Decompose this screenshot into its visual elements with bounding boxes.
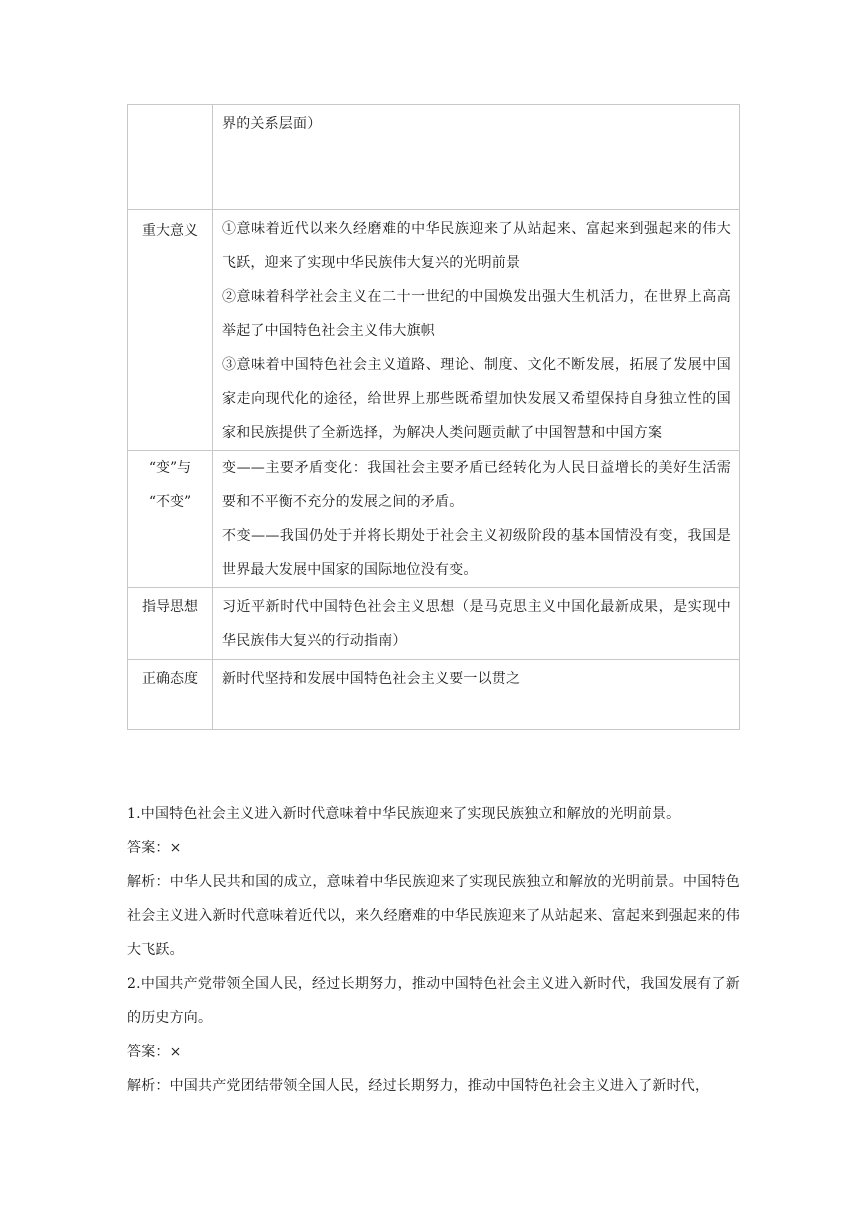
answer-text: 答案：×	[127, 1044, 182, 1060]
row-label	[128, 105, 212, 108]
question-text: 1.中国特色社会主义进入新时代意味着中华民族迎来了实现民族独立和解放的光明前景。	[127, 806, 681, 822]
row-label-cell	[128, 210, 213, 451]
row-label-cell	[128, 451, 213, 588]
row-content-paragraph: ②意味着科学社会主义在二十一世纪的中国焕发出强大生机活力，在世界上高高举起了中国特色社会主义伟大旗帜	[222, 289, 731, 339]
summary-table	[127, 104, 740, 730]
row-content-paragraph: 界的关系层面）	[222, 116, 322, 132]
row-content-cell	[213, 105, 740, 210]
answer-text: 答案：×	[127, 840, 182, 856]
row-label: 正确态度	[142, 671, 198, 687]
question-list	[127, 797, 740, 1103]
row-content-cell	[213, 451, 740, 588]
table-row	[128, 660, 740, 730]
row-label-cell	[128, 105, 213, 210]
row-content-paragraph: ③意味着中国特色社会主义道路、理论、制度、文化不断发展，拓展了发展中国家走向现代化的途径，给世界上那些既希望加快发展又希望保持自身独立性的国家和民族提供了全新选择，为解决人类问题贡献了中国智慧和中国方案	[222, 357, 731, 441]
row-content-paragraph: 新时代坚持和发展中国特色社会主义要一以贯之	[222, 671, 521, 687]
row-content-paragraph: 变——主要矛盾变化：我国社会主要矛盾已经转化为人民日益增长的美好生活需要和不平衡不充分的发展之间的矛盾。	[222, 460, 731, 510]
question-text: 2.中国共产党带领全国人民，经过长期努力，推动中国特色社会主义进入新时代，我国发展有了新的历史方向。	[127, 976, 740, 1026]
table-row	[128, 105, 740, 210]
question-item	[127, 967, 740, 1103]
row-content-paragraph: 不变——我国仍处于并将长期处于社会主义初级阶段的基本国情没有变，我国是世界最大发展中国家的国际地位没有变。	[222, 528, 731, 578]
row-content-cell	[213, 210, 740, 451]
row-content-cell	[213, 588, 740, 660]
row-label-line: “变”与	[148, 460, 192, 476]
question-item	[127, 797, 740, 967]
row-content-paragraph: ①意味着近代以来久经磨难的中华民族迎来了从站起来、富起来到强起来的伟大飞跃，迎来了实现中华民族伟大复兴的光明前景	[222, 221, 731, 271]
row-label-cell	[128, 660, 213, 730]
analysis-text: 解析：中华人民共和国的成立，意味着中华民族迎来了实现民族独立和解放的光明前景。中国特色社会主义进入新时代意味着近代以，来久经磨难的中华民族迎来了从站起来、富起来到强起来的伟大飞跃。	[127, 874, 740, 958]
table-row	[128, 210, 740, 451]
table-row	[128, 451, 740, 588]
row-label-cell	[128, 588, 213, 660]
row-label-line: “不变”	[148, 494, 192, 510]
row-content-cell	[213, 660, 740, 730]
analysis-text: 解析：中国共产党团结带领全国人民，经过长期努力，推动中国特色社会主义进入了新时代，	[127, 1078, 710, 1094]
row-content-paragraph: 习近平新时代中国特色社会主义思想（是马克思主义中国化最新成果，是实现中华民族伟大复兴的行动指南）	[222, 599, 731, 649]
row-label: 重大意义	[142, 223, 198, 239]
table-row	[128, 588, 740, 660]
row-label: 指导思想	[142, 599, 198, 615]
